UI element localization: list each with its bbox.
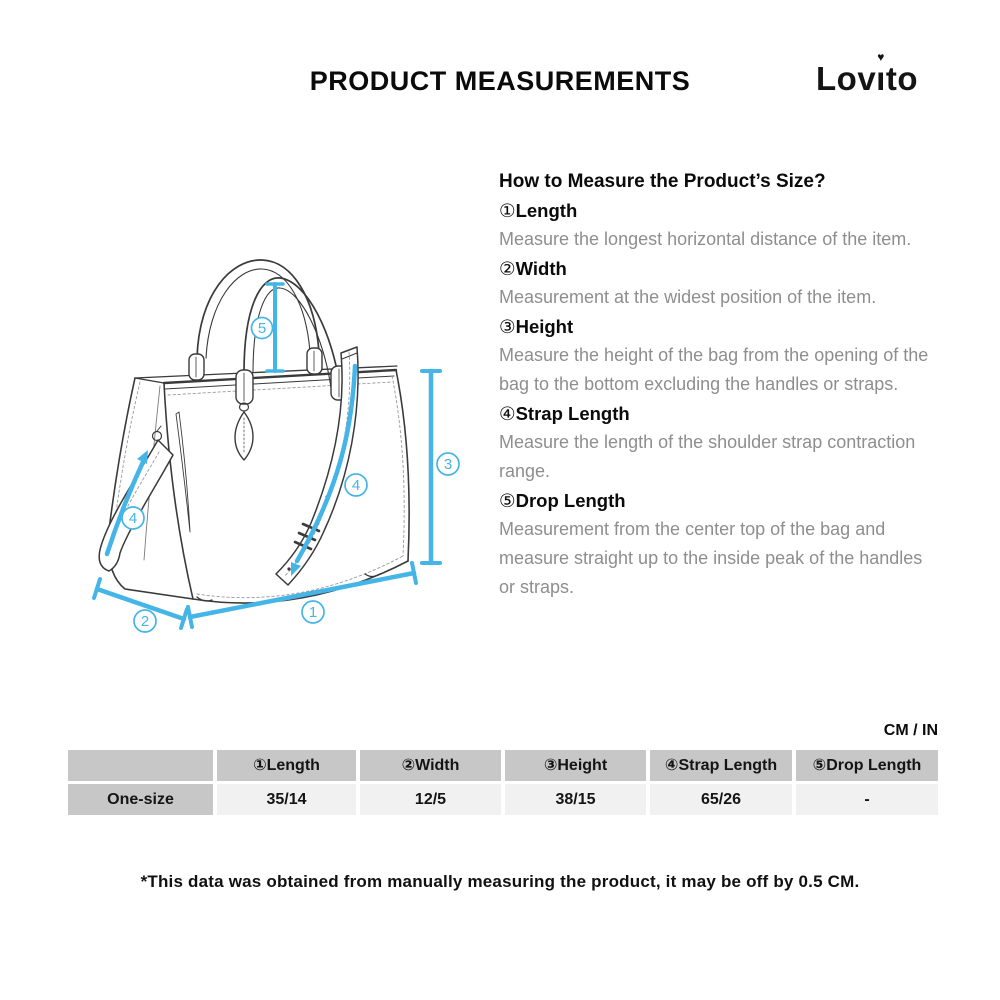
- size-table: [68, 750, 938, 815]
- table-cell-drop-length: -: [796, 784, 938, 815]
- badge-4-right-label: 4: [351, 477, 361, 494]
- guide-desc: Measurement at the widest position of the item.: [499, 287, 877, 307]
- table-cell-strap-length: 65/26: [650, 784, 792, 815]
- table-row-label: One-size: [68, 784, 213, 815]
- badge-3-label: 3: [443, 456, 453, 473]
- guide-item-drop-length: [499, 486, 933, 602]
- table-header-strap-length: ④Strap Length: [650, 750, 792, 781]
- badge-4-left-label: 4: [128, 510, 138, 527]
- product-figure: [60, 240, 480, 660]
- page-title: PRODUCT MEASUREMENTS: [309, 66, 691, 96]
- table-header-height: ③Height: [505, 750, 646, 781]
- guide-desc: Measurement from the center top of the bag and measure straight up to the inside peak of the handles or straps.: [499, 519, 923, 597]
- guide-item-length: [499, 196, 933, 254]
- guide-desc: Measure the length of the shoulder strap contraction range.: [499, 432, 916, 481]
- guide-desc: Measure the longest horizontal distance of the item.: [499, 229, 912, 249]
- guide-item-width: [499, 254, 933, 312]
- table-cell-length: 35/14: [217, 784, 356, 815]
- measure-line-length: [188, 563, 416, 627]
- brand-logo-pre: Lov: [816, 60, 877, 97]
- table-header-empty: [68, 750, 213, 781]
- measure-guide: [499, 167, 933, 602]
- guide-term: ④Strap Length: [499, 403, 630, 424]
- brand-logo: [816, 50, 918, 98]
- footnote: *This data was obtained from manually measuring the product, it may be off by 0.5 CM.: [140, 872, 860, 891]
- guide-desc: Measure the height of the bag from the opening of the bag to the bottom excluding the handles or straps.: [499, 345, 929, 394]
- guide-term: ⑤Drop Length: [499, 490, 626, 511]
- table-cell-width: 12/5: [360, 784, 501, 815]
- table-header-width: ②Width: [360, 750, 501, 781]
- brand-logo-post: to: [885, 60, 918, 97]
- brand-logo-i: ı ♥: [876, 50, 886, 97]
- guide-heading: How to Measure the Product’s Size?: [499, 171, 826, 192]
- badge-1-label: 1: [308, 604, 318, 621]
- table-header-drop-length: ⑤Drop Length: [796, 750, 938, 781]
- bag-drawing: [99, 260, 409, 603]
- badge-5-label: 5: [257, 320, 267, 337]
- guide-item-height: [499, 312, 933, 399]
- units-label: CM / IN: [883, 722, 938, 739]
- guide-item-strap-length: [499, 399, 933, 486]
- badge-2-label: 2: [140, 613, 150, 630]
- guide-term: ③Height: [499, 316, 574, 337]
- table-cell-height: 38/15: [505, 784, 646, 815]
- guide-term: ②Width: [499, 258, 567, 279]
- heart-icon: ♥: [877, 50, 885, 64]
- guide-term: ①Length: [499, 200, 578, 221]
- table-header-length: ①Length: [217, 750, 356, 781]
